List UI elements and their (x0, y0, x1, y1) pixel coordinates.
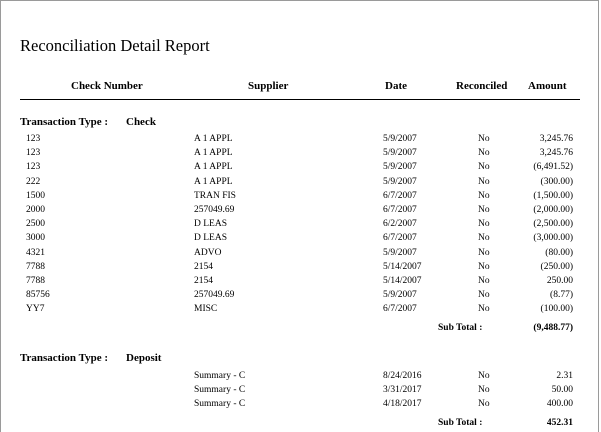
table-row (0, 248, 601, 262)
amount-cell: (8.77) (550, 290, 573, 301)
table-row (0, 191, 601, 205)
table-row (0, 233, 601, 247)
table-row (0, 134, 601, 148)
section-label: Transaction Type : (20, 116, 109, 128)
col-header-check-number: Check Number (71, 80, 143, 92)
reconciled-cell: No (478, 371, 490, 381)
subtotal-label-check: Sub Total : (438, 323, 483, 333)
reconciled-cell: No (478, 219, 490, 230)
amount-cell: (2,500.00) (533, 219, 573, 230)
section-label: Transaction Type : (20, 352, 109, 364)
supplier-cell: Summary - C (194, 385, 246, 396)
table-row (0, 219, 601, 233)
date-cell: 5/9/2007 (383, 176, 417, 187)
amount-cell: (300.00) (540, 176, 573, 187)
supplier-cell: 257049.69 (194, 290, 235, 301)
reconciled-cell: No (478, 304, 490, 315)
check-number-cell: 123 (26, 162, 41, 173)
supplier-cell: 257049.69 (194, 205, 235, 215)
reconciled-cell: No (478, 385, 490, 396)
section-type: Deposit (126, 352, 162, 364)
check-number-cell: 7788 (26, 261, 45, 272)
amount-cell: (80.00) (545, 247, 573, 258)
reconciled-cell: No (478, 399, 490, 410)
subtotal-check: (9,488.77) (533, 323, 573, 333)
reconciled-cell: No (478, 233, 490, 244)
supplier-cell: MISC (194, 304, 218, 315)
date-cell: 6/7/2007 (383, 233, 417, 244)
table-row (0, 385, 601, 399)
date-cell: 6/7/2007 (383, 205, 417, 215)
date-cell: 5/9/2007 (383, 148, 417, 159)
subtotal-label-deposit: Sub Total : (438, 418, 483, 428)
table-row (0, 304, 601, 318)
col-header-amount: Amount (528, 80, 567, 92)
check-number-cell: 3000 (26, 233, 45, 244)
table-row (0, 399, 601, 413)
amount-cell: 50.00 (551, 385, 573, 396)
date-cell: 5/9/2007 (383, 290, 417, 301)
reconciled-cell: No (478, 276, 490, 286)
date-cell: 5/9/2007 (383, 247, 417, 258)
date-cell: 6/2/2007 (383, 219, 417, 230)
reconciled-cell: No (478, 190, 490, 201)
section-type: Check (126, 116, 156, 128)
table-row (0, 148, 601, 162)
date-cell: 6/7/2007 (383, 190, 417, 201)
date-cell: 5/9/2007 (383, 162, 417, 173)
check-number-cell: 85756 (26, 290, 50, 301)
check-number-cell: 2500 (26, 219, 45, 230)
date-cell: 3/31/2017 (383, 385, 422, 396)
col-header-reconciled: Reconciled (456, 80, 508, 92)
date-cell: 4/18/2017 (383, 399, 422, 410)
check-number-cell: 222 (26, 176, 41, 187)
supplier-cell: A 1 APPL (194, 148, 233, 159)
table-row (0, 290, 601, 304)
supplier-cell: A 1 APPL (194, 134, 233, 144)
header-rule (20, 99, 580, 100)
amount-cell: (1,500.00) (533, 190, 573, 201)
reconciled-cell: No (478, 176, 490, 187)
supplier-cell: Summary - C (194, 371, 246, 381)
col-header-date: Date (385, 80, 407, 92)
date-cell: 8/24/2016 (383, 371, 422, 381)
table-row (0, 371, 601, 385)
check-number-cell: 123 (26, 134, 41, 144)
date-cell: 5/14/2007 (383, 276, 422, 286)
amount-cell: 250.00 (546, 276, 573, 286)
table-row (0, 205, 601, 219)
supplier-cell: D LEAS (194, 219, 227, 230)
amount-cell: (100.00) (540, 304, 573, 315)
date-cell: 6/7/2007 (383, 304, 417, 315)
check-number-cell: 4321 (26, 247, 45, 258)
check-number-cell: YY7 (26, 304, 45, 315)
reconciled-cell: No (478, 261, 490, 272)
table-row (0, 162, 601, 176)
col-header-supplier: Supplier (248, 80, 289, 92)
subtotal-deposit: 452.31 (546, 418, 573, 428)
reconciled-cell: No (478, 134, 490, 144)
section-header-deposit (20, 352, 162, 364)
reconciled-cell: No (478, 247, 490, 258)
reconciled-cell: No (478, 290, 490, 301)
amount-cell: 3,245.76 (539, 148, 573, 159)
date-cell: 5/9/2007 (383, 134, 417, 144)
reconciled-cell: No (478, 205, 490, 215)
check-number-cell: 123 (26, 148, 41, 159)
amount-cell: (2,000.00) (533, 205, 573, 215)
amount-cell: 2.31 (556, 371, 573, 381)
table-row (0, 177, 601, 191)
amount-cell: (6,491.52) (533, 162, 573, 173)
table-row (0, 276, 601, 290)
amount-cell: 400.00 (546, 399, 573, 410)
supplier-cell: TRAN FIS (194, 190, 236, 201)
reconciled-cell: No (478, 162, 490, 173)
supplier-cell: 2154 (194, 261, 213, 272)
supplier-cell: ADVO (194, 247, 222, 258)
amount-cell: 3,245.76 (539, 134, 573, 144)
check-number-cell: 7788 (26, 276, 45, 286)
report-title: Reconciliation Detail Report (20, 36, 210, 55)
supplier-cell: A 1 APPL (194, 176, 233, 187)
table-row (0, 262, 601, 276)
supplier-cell: Summary - C (194, 399, 246, 410)
supplier-cell: D LEAS (194, 233, 227, 244)
reconciled-cell: No (478, 148, 490, 159)
amount-cell: (250.00) (540, 261, 573, 272)
check-number-cell: 2000 (26, 205, 45, 215)
supplier-cell: 2154 (194, 276, 213, 286)
amount-cell: (3,000.00) (533, 233, 573, 244)
check-number-cell: 1500 (26, 190, 45, 201)
supplier-cell: A 1 APPL (194, 162, 233, 173)
section-header-check (20, 116, 156, 128)
date-cell: 5/14/2007 (383, 261, 422, 272)
